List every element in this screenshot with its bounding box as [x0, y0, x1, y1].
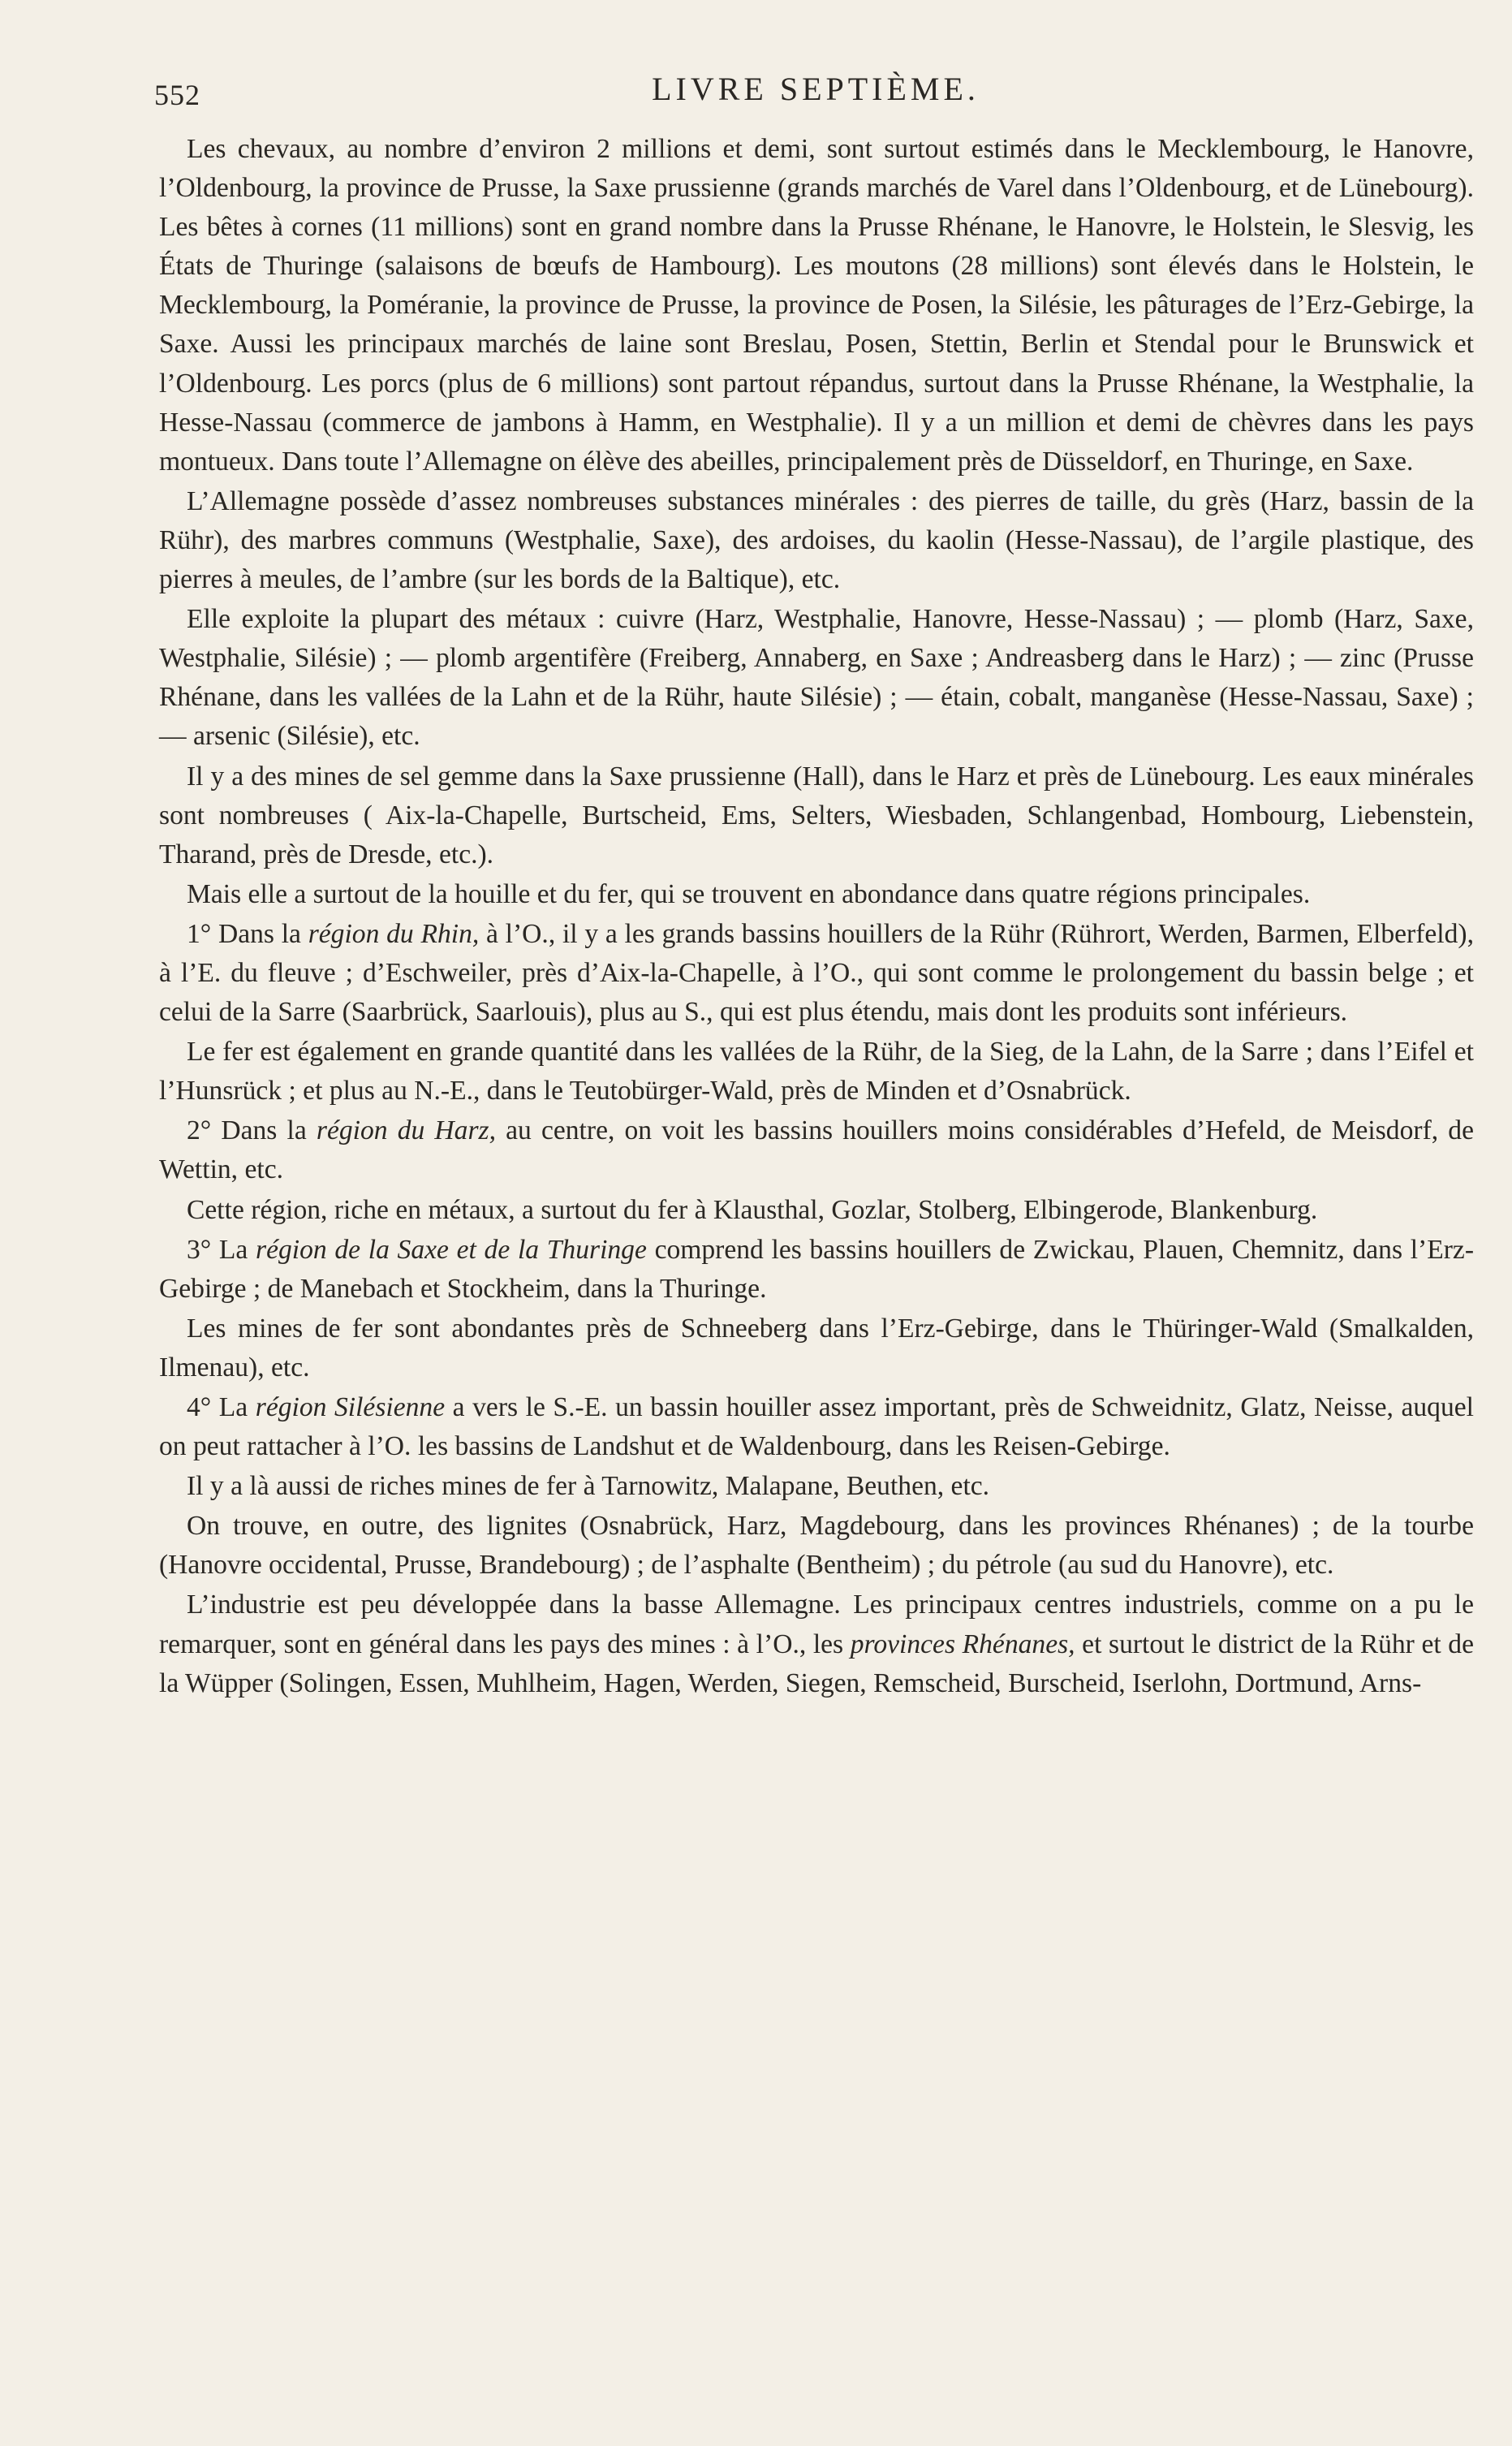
running-head: LIVRE SEPTIÈME.: [652, 71, 980, 107]
paragraph: Cette région, riche en métaux, a surtout du fer à Klausthal, Gozlar, Stolberg, Elbingerode, Blankenburg.: [187, 1194, 1318, 1225]
italic-place-name: région du Harz,: [316, 1115, 496, 1146]
paragraph: Il y a des mines de sel gemme dans la Saxe prussienne (Hall), dans le Harz et près de Lünebourg. Les eaux minérales sont nombreuses ( Aix-la-Chapelle, Burtscheid, Ems, Selters, Wiesbaden, Schlangenbad, Hombourg, Liebenstein, Tharand, près de Dresde, etc.).: [159, 761, 1474, 869]
paragraph: L’Allemagne possède d’assez nombreuses substances minérales : des pierres de taille, du grès (Harz, bassin de la Rühr), des marbres communs (Westphalie, Saxe), des ardoises, du kaolin (Hesse-Nassau), de l’argile plastique, des pierres à meules, de l’ambre (sur les bords de la Baltique), etc.: [159, 485, 1474, 595]
italic-place-name: région du Rhin,: [308, 918, 480, 949]
paragraph: On trouve, en outre, des lignites (Osnabrück, Harz, Magdebourg, dans les provinces Rhénanes) ; de la tourbe (Hanovre occidental, Prusse, Brandebourg) ; de l’asphalte (Bentheim) ; du pétrole (au sud du Hanovre), etc.: [159, 1511, 1474, 1581]
page-header: [154, 67, 1477, 115]
paragraph: Il y a là aussi de riches mines de fer à Tarnowitz, Malapane, Beuthen, etc.: [187, 1471, 990, 1502]
paragraph: 4° La région Silésienne a vers le S.-E. un bassin houiller assez important, près de Schweidnitz, Glatz, Neisse, auquel on peut rattacher à l’O. les bassins de Landshut et de Waldenbourg, dans les Reisen-Gebirge.: [159, 1392, 1474, 1462]
italic-place-name: région Silésienne: [255, 1392, 446, 1422]
paragraph: 2° Dans la région du Harz, au centre, on voit les bassins houillers moins considérables d’Hefeld, de Meisdorf, de Wettin, etc.: [159, 1115, 1474, 1185]
body-text: [159, 130, 1474, 1704]
italic-place-name: provinces Rhénanes,: [850, 1629, 1075, 1659]
paragraph: L’industrie est peu développée dans la basse Allemagne. Les principaux centres industriels, comme on a pu le remarquer, sont en général dans les pays des mines : à l’O., les provinces Rhénanes, et surtout le district de la Rühr et de la Wüpper (Solingen, Essen, Muhlheim, Hagen, Werden, Siegen, Remscheid, Burscheid, Iserlohn, Dortmund, Arns-: [159, 1590, 1474, 1698]
paragraph: Les chevaux, au nombre d’environ 2 millions et demi, sont surtout estimés dans le Mecklembourg, le Hanovre, l’Oldenbourg, la province de Prusse, la Saxe prussienne (grands marchés de Varel dans l’Oldenbourg, et de Lünebourg). Les bêtes à cornes (11 millions) sont en grand nombre dans la Prusse Rhénane, le Hanovre, le Holstein, le Slesvig, les États de Thuringe (salaisons de bœufs de Hambourg). Les moutons (28 millions) sont élevés dans le Holstein, le Mecklembourg, la Poméranie, la province de Prusse, la province de Posen, la Silésie, les pâturages de l’Erz-Gebirge, la Saxe. Aussi les principaux marchés de laine sont Breslau, Posen, Stettin, Berlin et Stendal pour le Brunswick et l’Oldenbourg. Les porcs (plus de 6 millions) sont partout répandus, surtout dans la Prusse Rhénane, la Westphalie, la Hesse-Nassau (commerce de jambons à Hamm, en Westphalie). Il y a un million et demi de chèvres dans les pays montueux. Dans toute l’Allemagne on élève des abeilles, principalement près de Düsseldorf, en Thuringe, en Saxe.: [159, 134, 1474, 477]
italic-place-name: région de la Saxe et de la Thuringe: [256, 1234, 647, 1265]
page-number: 552: [154, 79, 200, 111]
paragraph: Les mines de fer sont abondantes près de Schneeberg dans l’Erz-Gebirge, dans le Thüringer-Wald (Smalkalden, Ilmenau), etc.: [159, 1313, 1474, 1383]
paragraph: 1° Dans la région du Rhin, à l’O., il y a les grands bassins houillers de la Rühr (Rührort, Werden, Barmen, Elberfeld), à l’E. du fleuve ; d’Eschweiler, près d’Aix-la-Chapelle, à l’O., qui sont comme le prolongement du bassin belge ; et celui de la Sarre (Saarbrück, Saarlouis), plus au S., qui est plus étendu, mais dont les produits sont inférieurs.: [159, 918, 1474, 1028]
paragraph: 3° La région de la Saxe et de la Thuringe comprend les bassins houillers de Zwickau, Plauen, Chemnitz, dans l’Erz-Gebirge ; de Manebach et Stockheim, dans la Thuringe.: [159, 1234, 1474, 1304]
paragraph: Elle exploite la plupart des métaux : cuivre (Harz, Westphalie, Hanovre, Hesse-Nassau) ; — plomb (Harz, Saxe, Westphalie, Silésie) ; — plomb argentifère (Freiberg, Annaberg, en Saxe ; Andreasberg dans le Harz) ; — zinc (Prusse Rhénane, dans les vallées de la Lahn et de la Rühr, haute Silésie) ; — étain, cobalt, manganèse (Hesse-Nassau, Saxe) ; — arsenic (Silésie), etc.: [159, 604, 1474, 752]
paragraph: Le fer est également en grande quantité dans les vallées de la Rühr, de la Sieg, de la Lahn, de la Sarre ; dans l’Eifel et l’Hunsrück ; et plus au N.-E., dans le Teutobürger-Wald, près de Minden et d’Osnabrück.: [159, 1037, 1474, 1107]
paragraph: Mais elle a surtout de la houille et du fer, qui se trouvent en abondance dans quatre régions principales.: [187, 878, 1311, 909]
